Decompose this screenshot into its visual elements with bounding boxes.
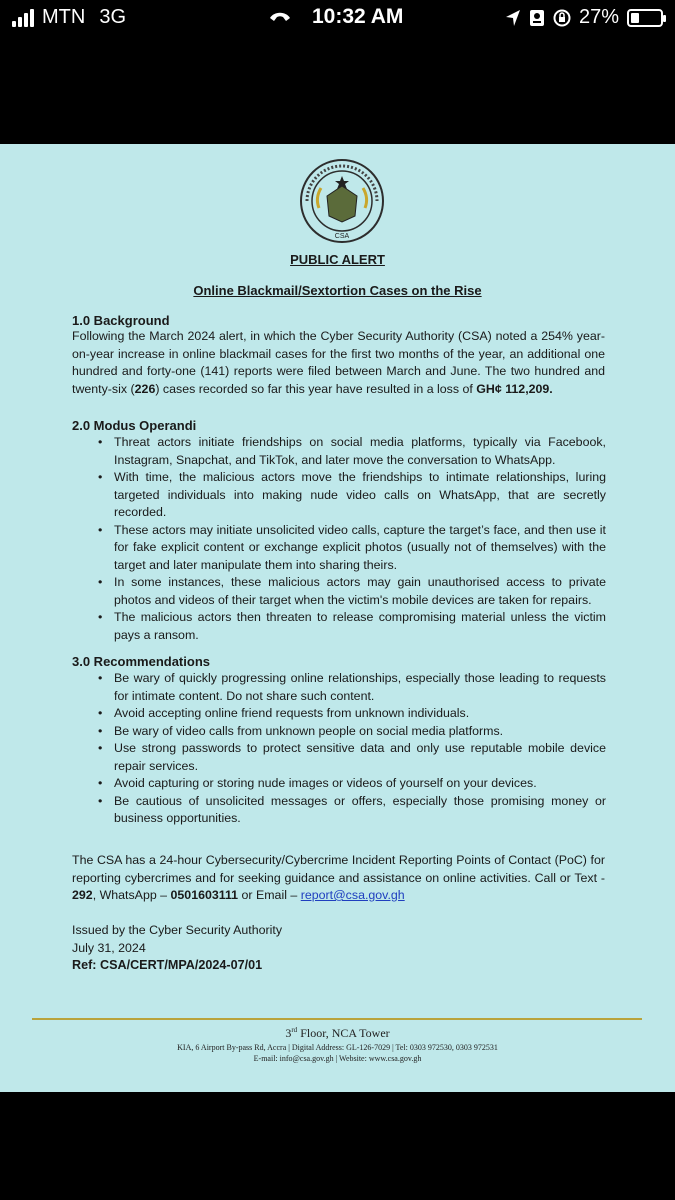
status-bar [0,0,675,36]
carrier-label: MTN [42,6,86,28]
modus-list [90,434,606,644]
contact-text-3: or Email – [238,888,301,902]
floor-text: Floor, NCA Tower [297,1026,390,1040]
list-item: • With time, the malicious actors move the friendships to intimate relationships, luring targeted individuals into making nude video calls on WhatsApp, that are secretly recorded. [90,469,606,522]
orientation-lock-icon [553,9,571,27]
case-count: 226 [134,381,156,396]
footer-address: KIA, 6 Airport By-pass Rd, Accra | Digital Address: GL-126-7029 | Tel: 0303 972530, 0303 972531 [177,1043,498,1052]
battery-icon [627,9,663,27]
signal-icon [12,9,34,27]
clock: 10:32 AM [312,5,404,28]
floor-suffix: rd [291,1026,298,1034]
short-code: 292 [72,888,93,902]
list-item: • Threat actors initiate friendships on social media platforms, typically via Facebook, Instagram, Snapchat, and TikTok, and later move the conversation to WhatsApp. [90,434,606,469]
list-item: • Use strong passwords to protect sensitive data and only use reputable mobile device repair services. [90,740,606,775]
list-item: • Be cautious of unsolicited messages or offers, especially those promising money or business opportunities. [90,793,606,828]
phone-call-icon [268,8,292,24]
csa-seal-logo [299,158,385,244]
footer-contact: E-mail: info@csa.gov.gh | Website: www.csa.gov.gh [253,1054,422,1063]
alert-subtitle: Online Blackmail/Sextortion Cases on the Rise [193,283,482,298]
contact-paragraph [72,852,605,905]
svg-text:CSA: CSA [334,233,350,240]
id-card-icon [529,9,545,27]
contact-text: The CSA has a 24-hour Cybersecurity/Cybercrime Incident Reporting Points of Contact (PoC) for reporting cybercrimes and for seeking guidance and assistance on online activities. Call or Text - [72,853,605,885]
modus-heading: 2.0 Modus Operandi [72,418,197,433]
footer-divider [32,1018,642,1020]
reference-number: Ref: CSA/CERT/MPA/2024-07/01 [72,958,263,972]
location-icon [505,9,521,27]
alert-document [0,144,675,1092]
whatsapp-number: 0501603111 [170,888,239,902]
battery-fill [631,13,639,23]
background-text-part: Following the March 2024 alert, in which the Cyber Security Authority (CSA) noted a 254% year-on-year increase in online blackmail cases for the first two months of the year, an additional one hundred and forty-one (141) reports were filed between March and June. The two hundred and twenty-six ( [72,329,605,396]
network-label: 3G [99,6,127,28]
list-item: • Be wary of video calls from unknown people on social media platforms. [90,723,606,741]
contact-text-2: , WhatsApp – [92,888,171,902]
list-item: • Avoid capturing or storing nude images or videos of yourself on your devices. [90,775,606,793]
loss-amount: GH¢ 112,209. [476,381,553,396]
report-email-link[interactable]: report@csa.gov.gh [300,888,405,902]
issued-by: Issued by the Cyber Security Authority [72,923,283,937]
status-right [505,6,663,29]
floor-number: 3 [285,1026,292,1040]
list-item: • Be wary of quickly progressing online relationships, especially those leading to requests for intimate content. Do not share such content. [90,670,606,705]
issue-date: July 31, 2024 [72,941,146,955]
recommendations-heading: 3.0 Recommendations [72,654,210,669]
battery-percent: 27% [578,6,619,28]
list-item: • These actors may initiate unsolicited video calls, capture the target’s face, and then use it for fake explicit content or exchange explicit photos (usually not of themselves) with the target and later manipulate them into sharing theirs. [90,522,606,575]
list-item: • In some instances, these malicious actors may gain unauthorised access to private photos and videos of their target when the victim's mobile devices are taken for repairs. [90,574,606,609]
list-item: • The malicious actors then threaten to release compromising material unless the victim pays a ransom. [90,609,606,644]
public-alert-heading: PUBLIC ALERT [290,252,385,267]
background-text-part-2: ) cases recorded so far this year have resulted in a loss of [155,381,477,396]
list-item: • Avoid accepting online friend requests from unknown individuals. [90,705,606,723]
recommendations-list [90,670,606,828]
background-text [72,328,605,398]
background-heading: 1.0 Background [72,313,170,328]
status-left [12,6,126,29]
footer-floor [0,1026,675,1041]
